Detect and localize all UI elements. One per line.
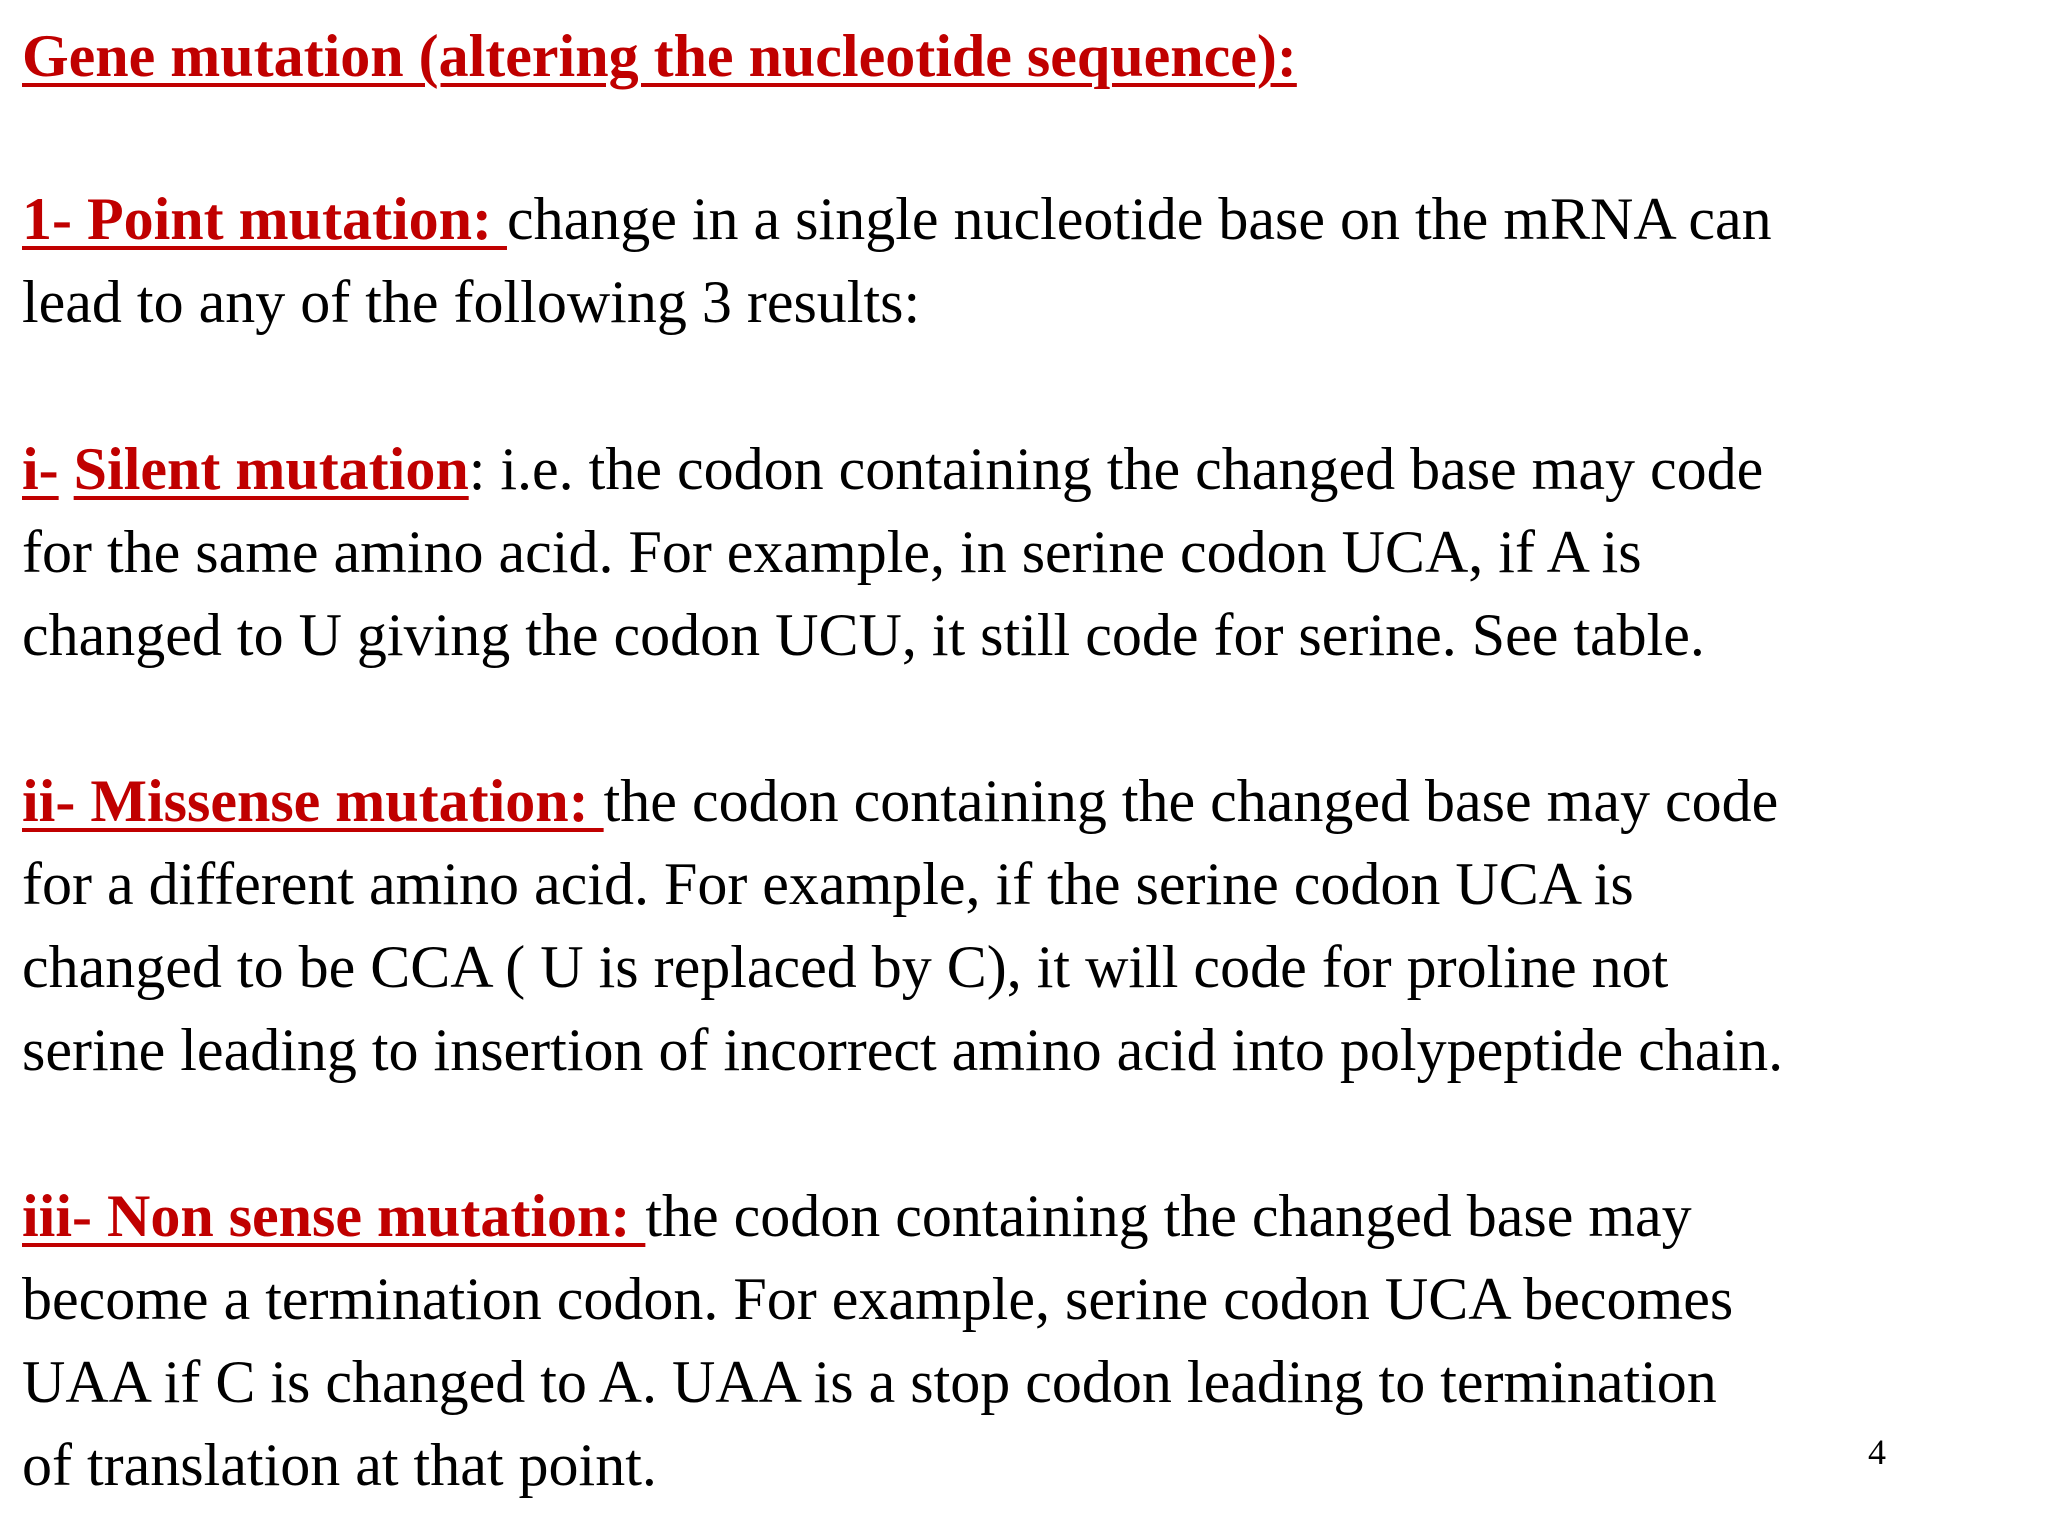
nonsense-mutation-text-1: the codon containing the changed base may <box>645 1183 1692 1249</box>
nonsense-mutation-paragraph <box>22 1175 2032 1507</box>
nonsense-mutation-term: iii- Non sense mutation: <box>22 1183 646 1249</box>
point-mutation-paragraph <box>22 178 2032 344</box>
point-mutation-text-1: change in a single nucleotide base on the mRNA can <box>506 186 1772 252</box>
silent-mutation-line-3: changed to U giving the codon UCU, it still code for serine. See table. <box>22 602 1705 668</box>
silent-mutation-line-2: for the same amino acid. For example, in serine codon UCA, if A is <box>22 519 1642 585</box>
missense-mutation-line-4: serine leading to insertion of incorrect amino acid into polypeptide chain. <box>22 1017 1784 1083</box>
nonsense-mutation-line-2: become a termination codon. For example, serine codon UCA becomes <box>22 1266 1734 1332</box>
nonsense-mutation-line-4: of translation at that point. <box>22 1432 657 1498</box>
silent-mutation-line-1 <box>22 428 2032 511</box>
page-number: 4 <box>1868 1432 1886 1472</box>
missense-mutation-line-3: changed to be CCA ( U is replaced by C), it will code for proline not <box>22 934 1669 1000</box>
missense-mutation-paragraph <box>22 760 2032 1092</box>
missense-mutation-line-2: for a different amino acid. For example, if the serine codon UCA is <box>22 851 1634 917</box>
silent-mutation-text-1: : i.e. the codon containing the changed base may code <box>468 436 1764 502</box>
silent-mutation-term: Silent mutation <box>73 436 469 502</box>
missense-mutation-text-1: the codon containing the changed base may code <box>603 768 1779 834</box>
silent-mutation-paragraph <box>22 428 2032 677</box>
nonsense-mutation-line-1 <box>22 1175 2032 1258</box>
missense-mutation-line-1 <box>22 760 2032 843</box>
point-mutation-line-2: lead to any of the following 3 results: <box>22 269 921 335</box>
missense-mutation-term: ii- Missense mutation: <box>22 768 604 834</box>
slide-title: Gene mutation (altering the nucleotide sequence): <box>22 23 1297 89</box>
silent-mutation-number: i- <box>22 436 59 502</box>
point-mutation-line-1 <box>22 178 2032 261</box>
nonsense-mutation-line-3: UAA if C is changed to A. UAA is a stop codon leading to termination <box>22 1349 1717 1415</box>
point-mutation-term: 1- Point mutation: <box>22 186 507 252</box>
